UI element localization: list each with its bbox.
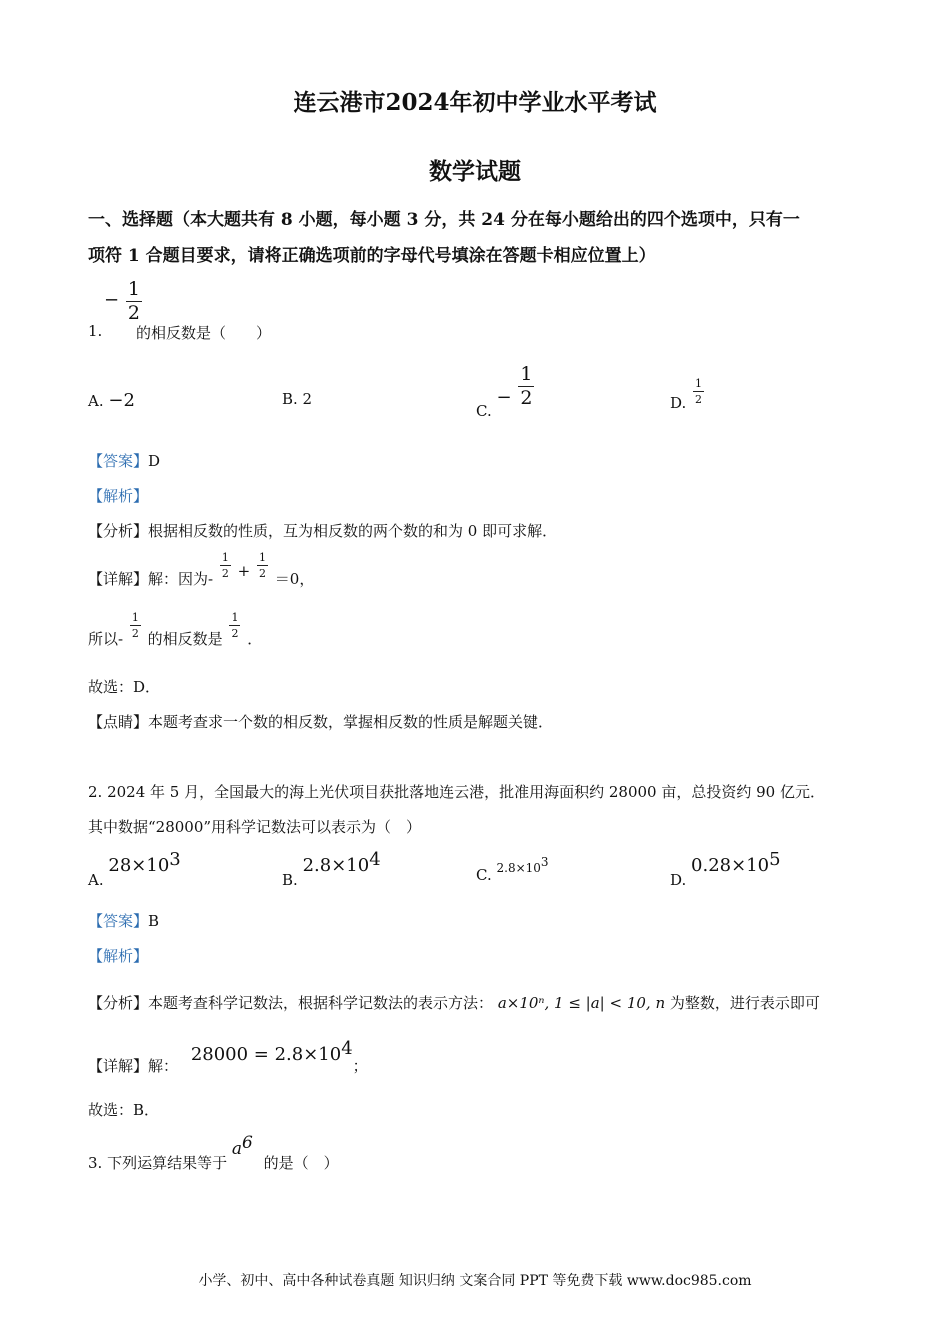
q2-analysis-tag: 【解析】 xyxy=(88,947,149,965)
q2-option-b: B. $2.8\times 10^4$ xyxy=(282,849,381,889)
q1-analysis-tag: 【解析】 xyxy=(88,487,149,505)
q2-option-a: A. $28\times 10^3$ xyxy=(88,849,181,889)
q2-option-c: C. $2.8\times 10^3$ xyxy=(476,855,549,884)
q3-stem: 3. 下列运算结果等于 $a^6$ 的是（ ） xyxy=(88,1133,339,1172)
q2-choose: 故选：B． xyxy=(88,1101,160,1119)
q1-option-a: A. −2 xyxy=(88,390,135,411)
q2-option-d: D. $0.28\times 10^5$ xyxy=(670,849,781,889)
q2-detail: 【详解】解： $28000 = 2.8\times 10^4$； xyxy=(88,1038,368,1075)
q1-option-c: C. − $\frac{1}{2}$ xyxy=(476,363,533,420)
q1-option-d: D. $\frac{1}{2}$ xyxy=(670,377,703,412)
q1-point: 【点睛】本题考查求一个数的相反数，掌握相反数的性质是解题关键． xyxy=(88,713,554,731)
q1-option-b: B. 2 xyxy=(282,390,313,408)
q1-so: 所以- $\frac{1}{2}$ 的相反数是 $\frac{1}{2}$ ． xyxy=(88,611,263,648)
q1-choose: 故选：D． xyxy=(88,678,161,696)
q1-stem: 的相反数是（ ） xyxy=(136,324,272,342)
q2-stem-line2: 其中数据“28000”用科学记数法可以表示为（ ） xyxy=(88,818,422,836)
q1-answer: 【答案】D xyxy=(88,452,161,470)
q1-detail: 【详解】解：因为- $\frac{1}{2}$ + $\frac{1}{2}$ ＝0， xyxy=(88,551,315,588)
section-heading-line1: 一、选择题（本大题共有 8 小题，每小题 3 分，共 24 分在每小题给出的四个选项中，只有一 xyxy=(88,210,800,230)
q2-stem-line1: 2. 2024 年 5 月，全国最大的海上光伏项目获批落地连云港，批准用海面积约 28000 亩，总投资约 90 亿元． xyxy=(88,783,825,801)
q1-number: 1. xyxy=(88,322,103,340)
q2-analysis: 【分析】本题考查科学记数法，根据科学记数法的表示方法： a×10ⁿ, 1 ≤ |a| < 10, n 为整数，进行表示即可 xyxy=(88,994,820,1012)
page-subtitle: 数学试题 xyxy=(429,158,521,185)
page-title: 连云港市2024年初中学业水平考试 xyxy=(293,89,657,116)
page-footer: 小学、初中、高中各种试卷真题 知识归纳 文案合同 PPT 等免费下载 www.doc985.com xyxy=(198,1273,752,1289)
q1-fraction: − $\frac{1}{2}$ xyxy=(104,278,140,324)
q1-analysis: 【分析】根据相反数的性质，互为相反数的两个数的和为 0 即可求解． xyxy=(88,522,558,540)
q2-answer: 【答案】B xyxy=(88,912,160,930)
section-heading-line2: 项符 1 合题目要求，请将正确选项前的字母代号填涂在答题卡相应位置上） xyxy=(88,246,656,266)
